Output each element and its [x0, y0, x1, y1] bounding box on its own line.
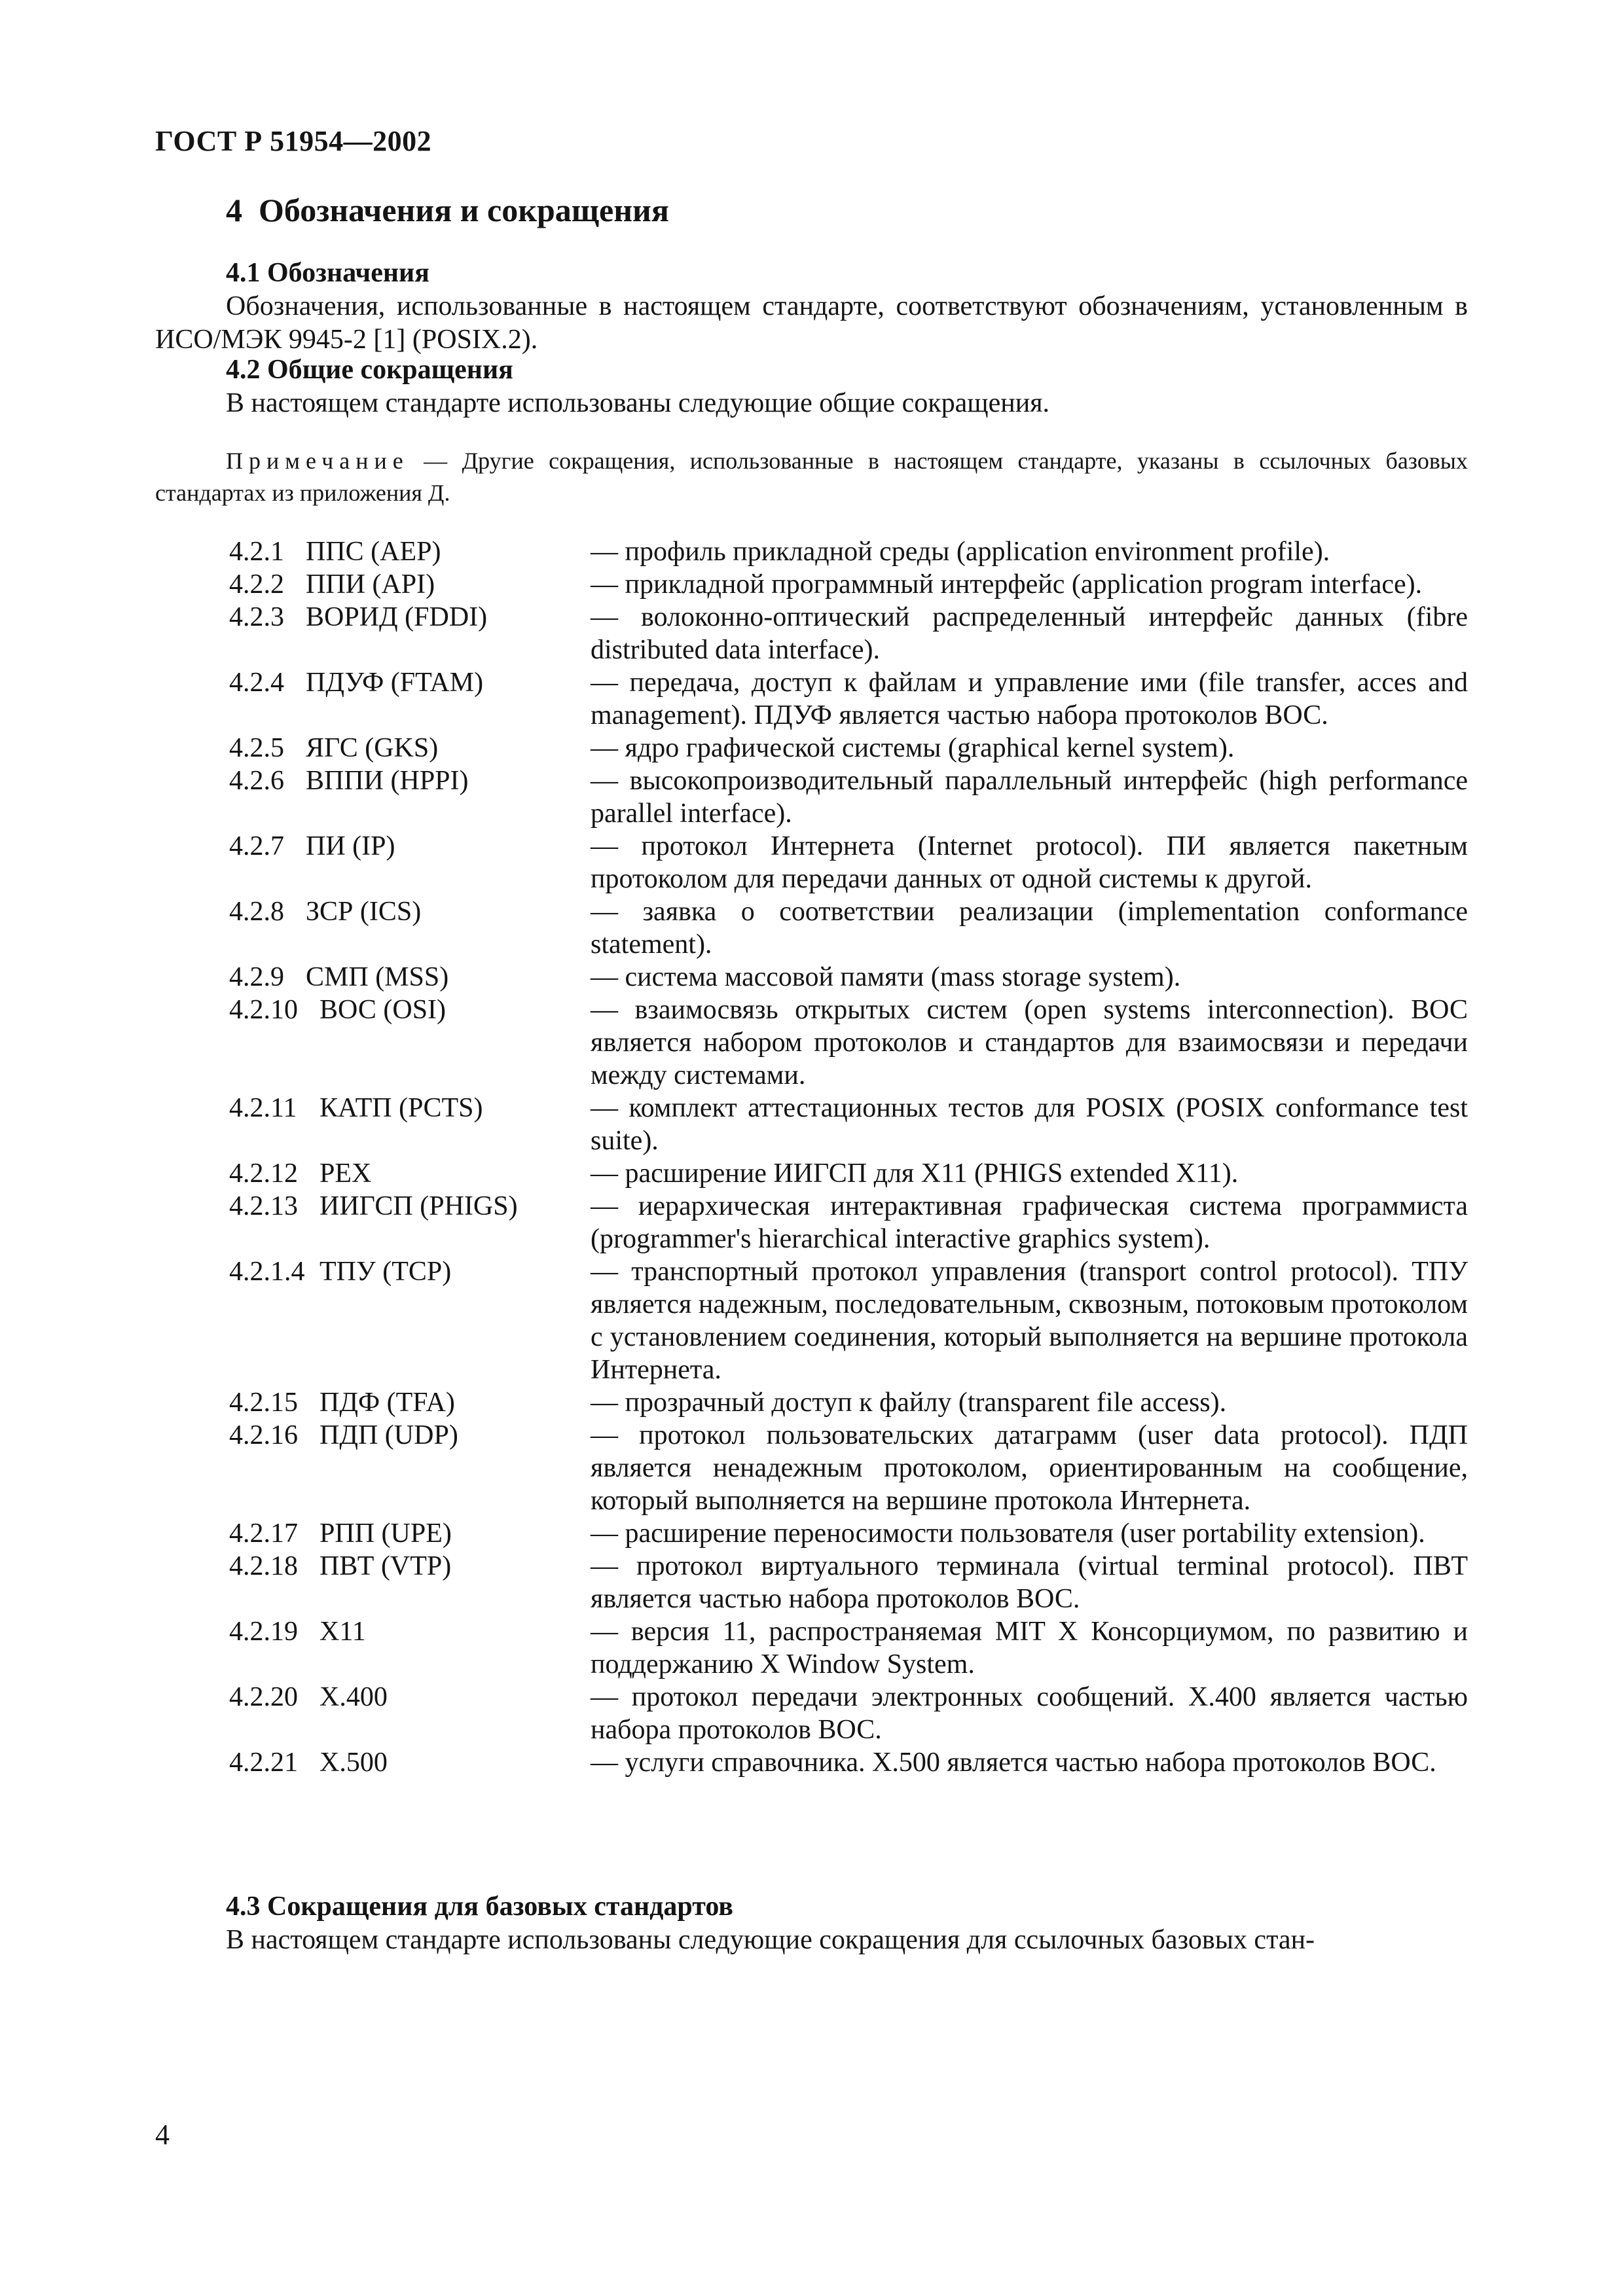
abbreviation-definition: — система массовой памяти (mass storage system). — [591, 962, 1181, 992]
abbreviation-row — [229, 1517, 1468, 1550]
abbreviation-term — [229, 732, 591, 764]
note — [155, 445, 1468, 509]
abbreviation-code: ППС (AEP) — [306, 537, 441, 567]
abbreviation-number: 4.2.16 — [229, 1420, 298, 1450]
abbreviation-definition: — прикладной программный интерфейс (application program interface). — [591, 569, 1423, 600]
abbreviation-code: СМП (MSS) — [306, 962, 449, 992]
abbreviation-definition: — иерархическая интерактивная графическая система программиста (programmer's hierarchical interactive graphics system). — [591, 1191, 1468, 1254]
abbreviation-code: ПИ (IP) — [306, 831, 395, 861]
abbreviation-code: X.500 — [319, 1748, 388, 1778]
subsection-4-1 — [155, 257, 1468, 357]
abbreviation-term — [229, 1157, 591, 1190]
abbreviation-code: X11 — [319, 1617, 366, 1647]
abbreviation-term — [229, 1681, 591, 1746]
abbreviation-definition: — прозрачный доступ к файлу (transparent file access). — [591, 1388, 1227, 1418]
abbreviation-term — [229, 1190, 591, 1255]
abbreviation-code: ПВТ (VTP) — [319, 1551, 452, 1581]
subsection-paragraph: В настоящем стандарте использованы следующие общие сокращения. — [226, 388, 1050, 418]
abbreviation-term — [229, 666, 591, 732]
abbreviation-number: 4.2.18 — [229, 1551, 298, 1581]
abbreviation-number: 4.2.6 — [229, 766, 284, 796]
abbreviation-definition: — протокол пользовательских датаграмм (user data protocol). ПДП является ненадежным протоколом, ориентированным на сообщение, который выполняется на вершине протокола Интернета. — [591, 1420, 1468, 1516]
abbreviation-term — [229, 1386, 591, 1419]
abbreviation-term — [229, 764, 591, 830]
abbreviation-code: ИИГСП (PHIGS) — [319, 1191, 518, 1221]
abbreviation-number: 4.2.7 — [229, 831, 284, 861]
abbreviation-code: ПДФ (TFA) — [319, 1388, 455, 1418]
abbreviation-code: ППИ (API) — [306, 569, 435, 600]
abbreviation-code: X.400 — [319, 1682, 388, 1712]
abbreviation-term — [229, 1550, 591, 1615]
abbreviation-row — [229, 1746, 1468, 1779]
abbreviation-row — [229, 1550, 1468, 1615]
abbreviation-row — [229, 1190, 1468, 1255]
abbreviation-row — [229, 601, 1468, 666]
abbreviation-number: 4.2.4 — [229, 668, 284, 698]
abbreviation-term — [229, 895, 591, 961]
abbreviation-row — [229, 1419, 1468, 1517]
abbreviation-number: 4.2.9 — [229, 962, 284, 992]
abbreviation-row — [229, 1615, 1468, 1681]
abbreviation-row — [229, 1157, 1468, 1190]
abbreviation-row — [229, 535, 1468, 568]
abbreviation-number: 4.2.10 — [229, 995, 298, 1025]
abbreviation-row — [229, 666, 1468, 732]
abbreviation-row — [229, 895, 1468, 961]
abbreviation-code: ЯГС (GKS) — [306, 733, 439, 763]
page-number: 4 — [155, 2119, 170, 2151]
abbreviation-number: 4.2.1.4 — [229, 1257, 305, 1287]
subsection-4-3 — [155, 1890, 1468, 1957]
section-title — [226, 191, 669, 229]
abbreviation-definition: — расширение ИИГСП для X11 (PHIGS extended X11). — [591, 1158, 1239, 1189]
abbreviation-row — [229, 961, 1468, 994]
abbreviation-number: 4.2.8 — [229, 897, 284, 927]
abbreviation-term — [229, 601, 591, 666]
abbreviation-code: РПП (UPE) — [319, 1518, 452, 1549]
abbreviation-code: ВППИ (HPPI) — [306, 766, 469, 796]
abbreviation-definition: — профиль прикладной среды (application environment profile). — [591, 537, 1330, 567]
abbreviation-definition: — протокол передачи электронных сообщений. X.400 является частью набора протоколов ВОС. — [591, 1682, 1468, 1745]
abbreviation-term — [229, 1517, 591, 1550]
abbreviation-number: 4.2.5 — [229, 733, 284, 763]
subsection-4-2 — [155, 353, 1468, 420]
abbreviation-code: ВОРИД (FDDI) — [306, 602, 488, 632]
abbreviation-row — [229, 1681, 1468, 1746]
abbreviation-code: КАТП (PCTS) — [319, 1093, 483, 1123]
abbreviation-code: ВОС (OSI) — [319, 995, 447, 1025]
abbreviation-term — [229, 1615, 591, 1681]
document-header: ГОСТ Р 51954—2002 — [155, 125, 432, 157]
abbreviation-definition: — ядро графической системы (graphical kernel system). — [591, 733, 1235, 763]
abbreviation-definition: — версия 11, распространяемая MIT X Консорциумом, по развитию и поддержанию X Window System. — [591, 1617, 1468, 1679]
abbreviation-code: ПДУФ (FTAM) — [306, 668, 484, 698]
abbreviation-definition: — расширение переносимости пользователя (user portability extension). — [591, 1518, 1425, 1549]
abbreviation-row — [229, 1092, 1468, 1157]
abbreviation-definition: — транспортный протокол управления (transport control protocol). ТПУ является надежным, последовательным, сквозным, потоковым протоколом с установлением соединения, который выполняется на вершине протокола Интернета. — [591, 1257, 1468, 1385]
abbreviation-definition: — протокол виртуального терминала (virtual terminal protocol). ПВТ является частью набора протоколов ВОС. — [591, 1551, 1468, 1614]
abbreviation-term — [229, 994, 591, 1092]
abbreviation-term — [229, 830, 591, 895]
abbreviation-definition: — передача, доступ к файлам и управление ими (file transfer, acces and management). ПДУФ является частью набора протоколов ВОС. — [591, 668, 1468, 730]
abbreviation-list — [229, 535, 1468, 1779]
abbreviation-definition: — высокопроизводительный параллельный интерфейс (high performance parallel interface). — [591, 766, 1468, 829]
abbreviation-term — [229, 961, 591, 994]
subsection-heading: 4.2 Общие сокращения — [226, 355, 513, 385]
abbreviation-number: 4.2.13 — [229, 1191, 298, 1221]
abbreviation-code: PEX — [319, 1158, 372, 1189]
abbreviation-number: 4.2.20 — [229, 1682, 298, 1712]
abbreviation-number: 4.2.21 — [229, 1748, 298, 1778]
abbreviation-row — [229, 830, 1468, 895]
abbreviation-term — [229, 568, 591, 601]
subsection-heading: 4.3 Сокращения для базовых стандартов — [226, 1892, 733, 1922]
abbreviation-number: 4.2.12 — [229, 1158, 298, 1189]
note-label: Примечание — [226, 448, 409, 474]
section-number: 4 — [226, 192, 242, 228]
abbreviation-code: ЗСР (ICS) — [306, 897, 422, 927]
abbreviation-number: 4.2.2 — [229, 569, 284, 600]
abbreviation-number: 4.2.3 — [229, 602, 284, 632]
abbreviation-definition: — услуги справочника. X.500 является частью набора протоколов ВОС. — [591, 1748, 1436, 1778]
abbreviation-row — [229, 1386, 1468, 1419]
abbreviation-row — [229, 764, 1468, 830]
abbreviation-definition: — протокол Интернета (Internet protocol). ПИ является пакетным протоколом для передачи данных от одной системы к другой. — [591, 831, 1468, 894]
abbreviation-code: ТПУ (TCP) — [319, 1257, 452, 1287]
note-text: — Другие сокращения, использованные в настоящем стандарте, указаны в ссылочных базовых стандартах из приложения Д. — [155, 448, 1468, 506]
abbreviation-term — [229, 1746, 591, 1779]
abbreviation-term — [229, 1255, 591, 1386]
subsection-paragraph: Обозначения, использованные в настоящем стандарте, соответствуют обозначениям, установленным в ИСО/МЭК 9945-2 [1] (POSIX.2). — [155, 291, 1468, 355]
abbreviation-definition: — заявка о соответствии реализации (implementation conformance statement). — [591, 897, 1468, 960]
abbreviation-row — [229, 732, 1468, 764]
abbreviation-definition: — комплект аттестационных тестов для POSIX (POSIX conformance test suite). — [591, 1093, 1468, 1156]
abbreviation-definition: — взаимосвязь открытых систем (open systems interconnection). ВОС является набором протоколов и стандартов для взаимосвязи и передачи между системами. — [591, 995, 1468, 1090]
subsection-heading: 4.1 Обозначения — [226, 258, 429, 288]
abbreviation-number: 4.2.1 — [229, 537, 284, 567]
subsection-paragraph: В настоящем стандарте использованы следующие сокращения для ссылочных базовых стан- — [226, 1925, 1315, 1955]
abbreviation-number: 4.2.17 — [229, 1518, 298, 1549]
abbreviation-term — [229, 1092, 591, 1157]
abbreviation-code: ПДП (UDP) — [319, 1420, 458, 1450]
abbreviation-term — [229, 535, 591, 568]
abbreviation-number: 4.2.11 — [229, 1093, 297, 1123]
abbreviation-row — [229, 1255, 1468, 1386]
abbreviation-definition: — волоконно-оптический распределенный интерфейс данных (fibre distributed data interface). — [591, 602, 1468, 665]
abbreviation-term — [229, 1419, 591, 1517]
abbreviation-row — [229, 994, 1468, 1092]
section-title-text: Обозначения и сокращения — [259, 192, 669, 228]
abbreviation-row — [229, 568, 1468, 601]
abbreviation-number: 4.2.19 — [229, 1617, 298, 1647]
abbreviation-number: 4.2.15 — [229, 1388, 298, 1418]
